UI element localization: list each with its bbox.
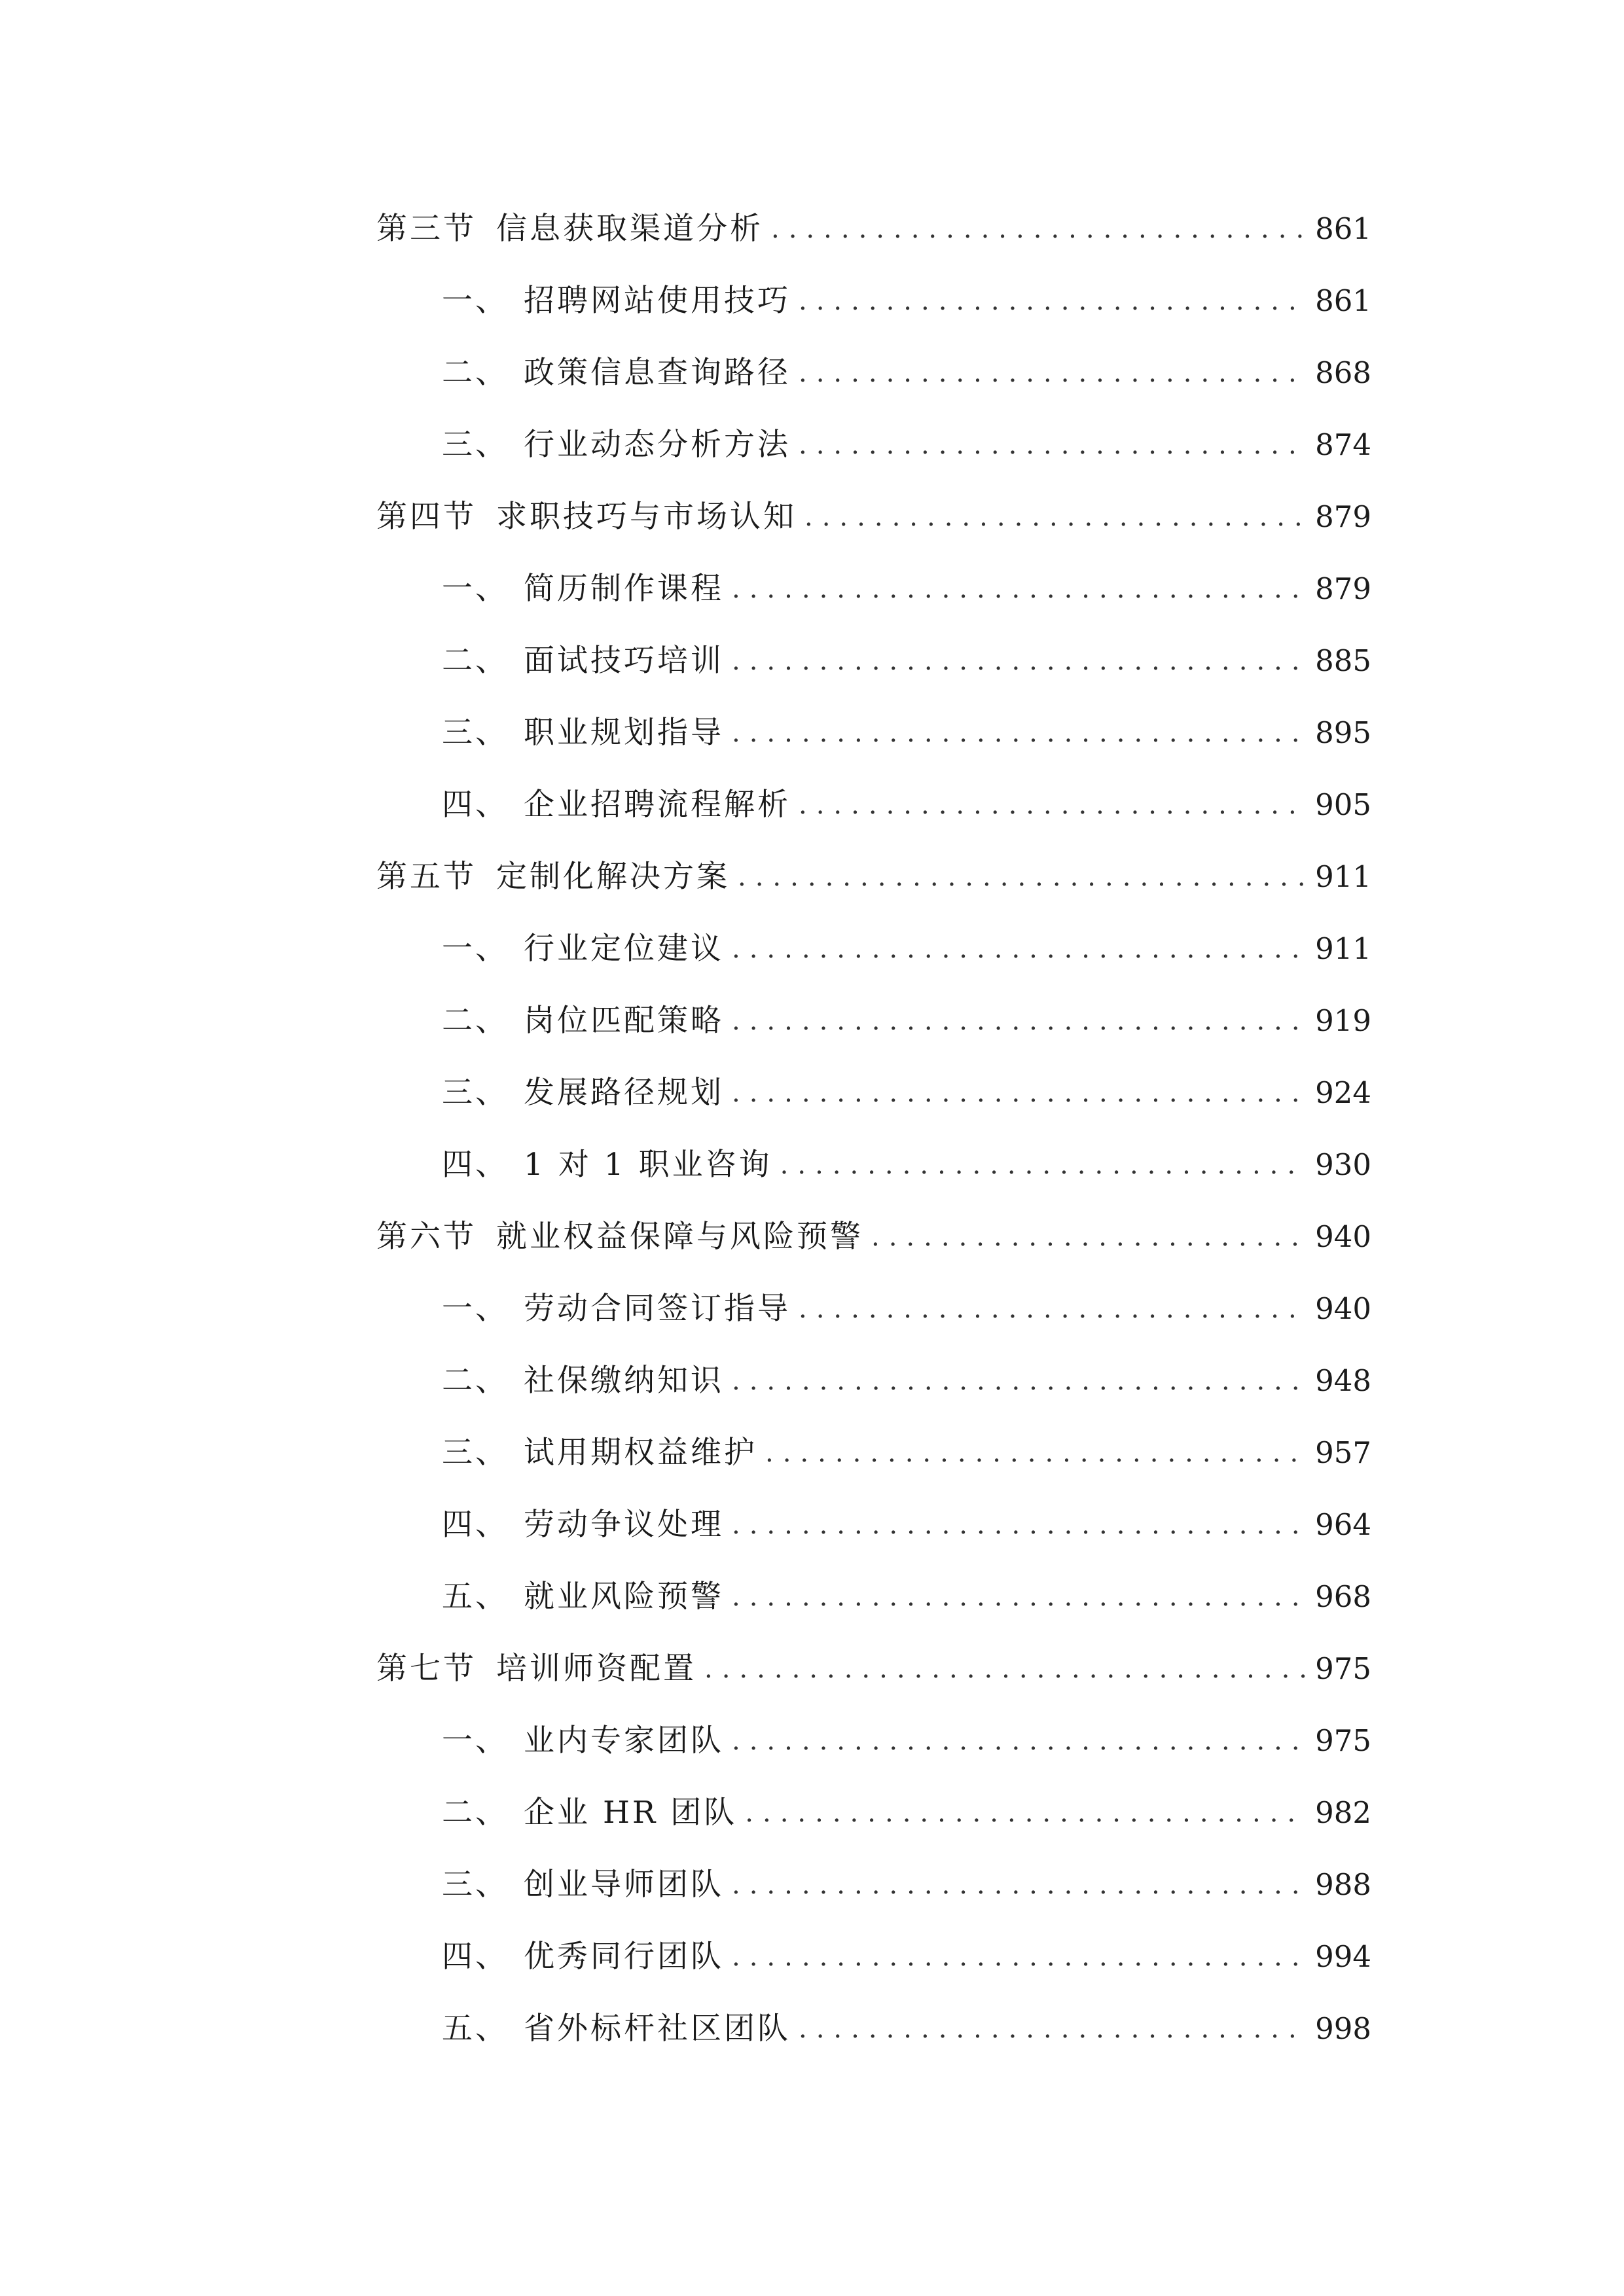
toc-dot-leader: [732, 625, 1306, 697]
toc-entry-number: 第六节: [376, 1219, 477, 1255]
toc-entry-title: 信息获取渠道分析: [496, 211, 763, 247]
toc-page-number: 905: [1315, 787, 1371, 822]
toc-page-number: 885: [1315, 643, 1371, 678]
toc-page-number: 861: [1315, 211, 1371, 246]
toc-page-number: 957: [1315, 1435, 1371, 1470]
toc-entry-title: 行业动态分析方法: [524, 427, 791, 463]
toc-page-number: 988: [1315, 1867, 1371, 1902]
toc-page-number: 911: [1315, 859, 1371, 894]
toc-entry-title: 培训师资配置: [496, 1651, 696, 1687]
toc-entry-number: 四、: [442, 787, 509, 823]
toc-subsection-entry[interactable]: [376, 913, 1371, 985]
toc-dot-leader: [732, 1345, 1306, 1417]
toc-entry-number: 五、: [442, 2011, 509, 2047]
toc-subsection-entry[interactable]: [376, 697, 1371, 769]
toc-dot-leader: [704, 1633, 1306, 1705]
toc-entry-number: 二、: [442, 1363, 509, 1399]
toc-entry-number: 四、: [442, 1939, 509, 1975]
toc-subsection-entry[interactable]: [376, 1993, 1371, 2065]
toc-entry-number: 一、: [442, 571, 509, 607]
toc-entry-number: 第四节: [376, 499, 477, 535]
toc-entry-number: 四、: [442, 1147, 509, 1183]
toc-subsection-entry[interactable]: [376, 625, 1371, 697]
toc-page-number: 924: [1315, 1075, 1371, 1110]
toc-entry-number: 一、: [442, 283, 509, 319]
toc-entry-number: 二、: [442, 1795, 509, 1831]
toc-dot-leader: [799, 337, 1306, 409]
toc-dot-leader: [871, 1201, 1306, 1273]
toc-entry-number: 三、: [442, 427, 509, 463]
toc-entry-title: 求职技巧与市场认知: [496, 499, 797, 535]
toc-dot-leader: [771, 193, 1306, 265]
toc-entry-title: 行业定位建议: [524, 931, 724, 967]
toc-subsection-entry[interactable]: [376, 1489, 1371, 1561]
toc-entry-title: 面试技巧培训: [524, 643, 724, 679]
toc-entry-title: 就业风险预警: [524, 1579, 724, 1615]
toc-dot-leader: [732, 985, 1306, 1057]
toc-page-number: 911: [1315, 931, 1371, 966]
toc-page-number: 964: [1315, 1507, 1371, 1542]
toc-entry-title: 政策信息查询路径: [524, 355, 791, 391]
toc-section-entry[interactable]: [376, 841, 1371, 913]
toc-subsection-entry[interactable]: [376, 769, 1371, 841]
toc-subsection-entry[interactable]: [376, 1057, 1371, 1129]
toc-entry-title: 岗位匹配策略: [524, 1003, 724, 1039]
toc-entry-number: 三、: [442, 715, 509, 751]
toc-dot-leader: [738, 841, 1306, 913]
toc-dot-leader: [799, 1993, 1306, 2065]
toc-entry-title: 创业导师团队: [524, 1867, 724, 1903]
toc-entry-number: 四、: [442, 1507, 509, 1543]
toc-entry-number: 二、: [442, 355, 509, 391]
toc-entry-number: 二、: [442, 643, 509, 679]
toc-page-number: 930: [1315, 1147, 1371, 1182]
toc-subsection-entry[interactable]: [376, 1129, 1371, 1201]
toc-subsection-entry[interactable]: [376, 337, 1371, 409]
toc-subsection-entry[interactable]: [376, 1417, 1371, 1489]
toc-page-number: 879: [1315, 499, 1371, 534]
toc-page-number: 940: [1315, 1219, 1371, 1254]
table-of-contents: [376, 193, 1371, 2065]
toc-entry-title: 定制化解决方案: [496, 859, 730, 895]
toc-entry-title: 企业招聘流程解析: [524, 787, 791, 823]
toc-subsection-entry[interactable]: [376, 265, 1371, 337]
toc-subsection-entry[interactable]: [376, 1345, 1371, 1417]
toc-dot-leader: [732, 553, 1306, 625]
toc-subsection-entry[interactable]: [376, 409, 1371, 481]
toc-entry-number: 一、: [442, 931, 509, 967]
toc-page-number: 919: [1315, 1003, 1371, 1038]
toc-page-number: 982: [1315, 1795, 1371, 1830]
toc-entry-number: 一、: [442, 1291, 509, 1327]
toc-dot-leader: [799, 265, 1306, 337]
toc-entry-title: 省外标杆社区团队: [524, 2011, 791, 2047]
toc-page-number: 868: [1315, 355, 1371, 390]
toc-entry-title: 优秀同行团队: [524, 1939, 724, 1975]
toc-entry-number: 三、: [442, 1867, 509, 1903]
toc-page-number: 948: [1315, 1363, 1371, 1398]
toc-entry-title: 试用期权益维护: [524, 1435, 757, 1471]
toc-dot-leader: [765, 1417, 1306, 1489]
toc-entry-title: 职业规划指导: [524, 715, 724, 751]
toc-subsection-entry[interactable]: [376, 1705, 1371, 1777]
toc-subsection-entry[interactable]: [376, 553, 1371, 625]
toc-section-entry[interactable]: [376, 193, 1371, 265]
toc-subsection-entry[interactable]: [376, 1561, 1371, 1633]
toc-page-number: 940: [1315, 1291, 1371, 1326]
toc-entry-number: 第七节: [376, 1651, 477, 1687]
toc-subsection-entry[interactable]: [376, 985, 1371, 1057]
toc-entry-number: 五、: [442, 1579, 509, 1615]
toc-entry-number: 三、: [442, 1435, 509, 1471]
toc-section-entry[interactable]: [376, 1201, 1371, 1273]
toc-dot-leader: [780, 1129, 1306, 1201]
toc-subsection-entry[interactable]: [376, 1849, 1371, 1921]
toc-entry-title: 发展路径规划: [524, 1075, 724, 1111]
toc-page-number: 975: [1315, 1651, 1371, 1686]
toc-page-number: 874: [1315, 427, 1371, 462]
toc-dot-leader: [732, 1705, 1306, 1777]
toc-page-number: 994: [1315, 1939, 1371, 1974]
toc-dot-leader: [732, 1489, 1306, 1561]
toc-entry-number: 第五节: [376, 859, 477, 895]
toc-page-number: 895: [1315, 715, 1371, 750]
toc-entry-number: 第三节: [376, 211, 477, 247]
toc-dot-leader: [799, 769, 1306, 841]
toc-dot-leader: [799, 1273, 1306, 1345]
toc-dot-leader: [732, 913, 1306, 985]
toc-dot-leader: [732, 1561, 1306, 1633]
toc-entry-number: 三、: [442, 1075, 509, 1111]
toc-subsection-entry[interactable]: [376, 1273, 1371, 1345]
toc-entry-title: 简历制作课程: [524, 571, 724, 607]
toc-page-number: 968: [1315, 1579, 1371, 1614]
toc-dot-leader: [732, 1849, 1306, 1921]
toc-dot-leader: [799, 409, 1306, 481]
toc-section-entry[interactable]: [376, 1633, 1371, 1705]
toc-page-number: 998: [1315, 2011, 1371, 2046]
toc-dot-leader: [732, 1921, 1306, 1993]
toc-entry-title: 1 对 1 职业咨询: [524, 1147, 772, 1183]
toc-entry-title: 劳动合同签订指导: [524, 1291, 791, 1327]
toc-page-number: 879: [1315, 571, 1371, 606]
toc-entry-title: 就业权益保障与风险预警: [496, 1219, 863, 1255]
toc-subsection-entry[interactable]: [376, 1921, 1371, 1993]
toc-subsection-entry[interactable]: [376, 1777, 1371, 1849]
toc-entry-title: 社保缴纳知识: [524, 1363, 724, 1399]
toc-dot-leader: [732, 697, 1306, 769]
toc-entry-number: 二、: [442, 1003, 509, 1039]
toc-dot-leader: [745, 1777, 1306, 1849]
toc-entry-number: 一、: [442, 1723, 509, 1759]
toc-entry-title: 劳动争议处理: [524, 1507, 724, 1543]
toc-entry-title: 招聘网站使用技巧: [524, 283, 791, 319]
toc-dot-leader: [804, 481, 1306, 553]
toc-entry-title: 业内专家团队: [524, 1723, 724, 1759]
toc-section-entry[interactable]: [376, 481, 1371, 553]
toc-entry-title: 企业 HR 团队: [524, 1795, 738, 1831]
toc-page-number: 975: [1315, 1723, 1371, 1758]
toc-page-number: 861: [1315, 283, 1371, 318]
toc-dot-leader: [732, 1057, 1306, 1129]
